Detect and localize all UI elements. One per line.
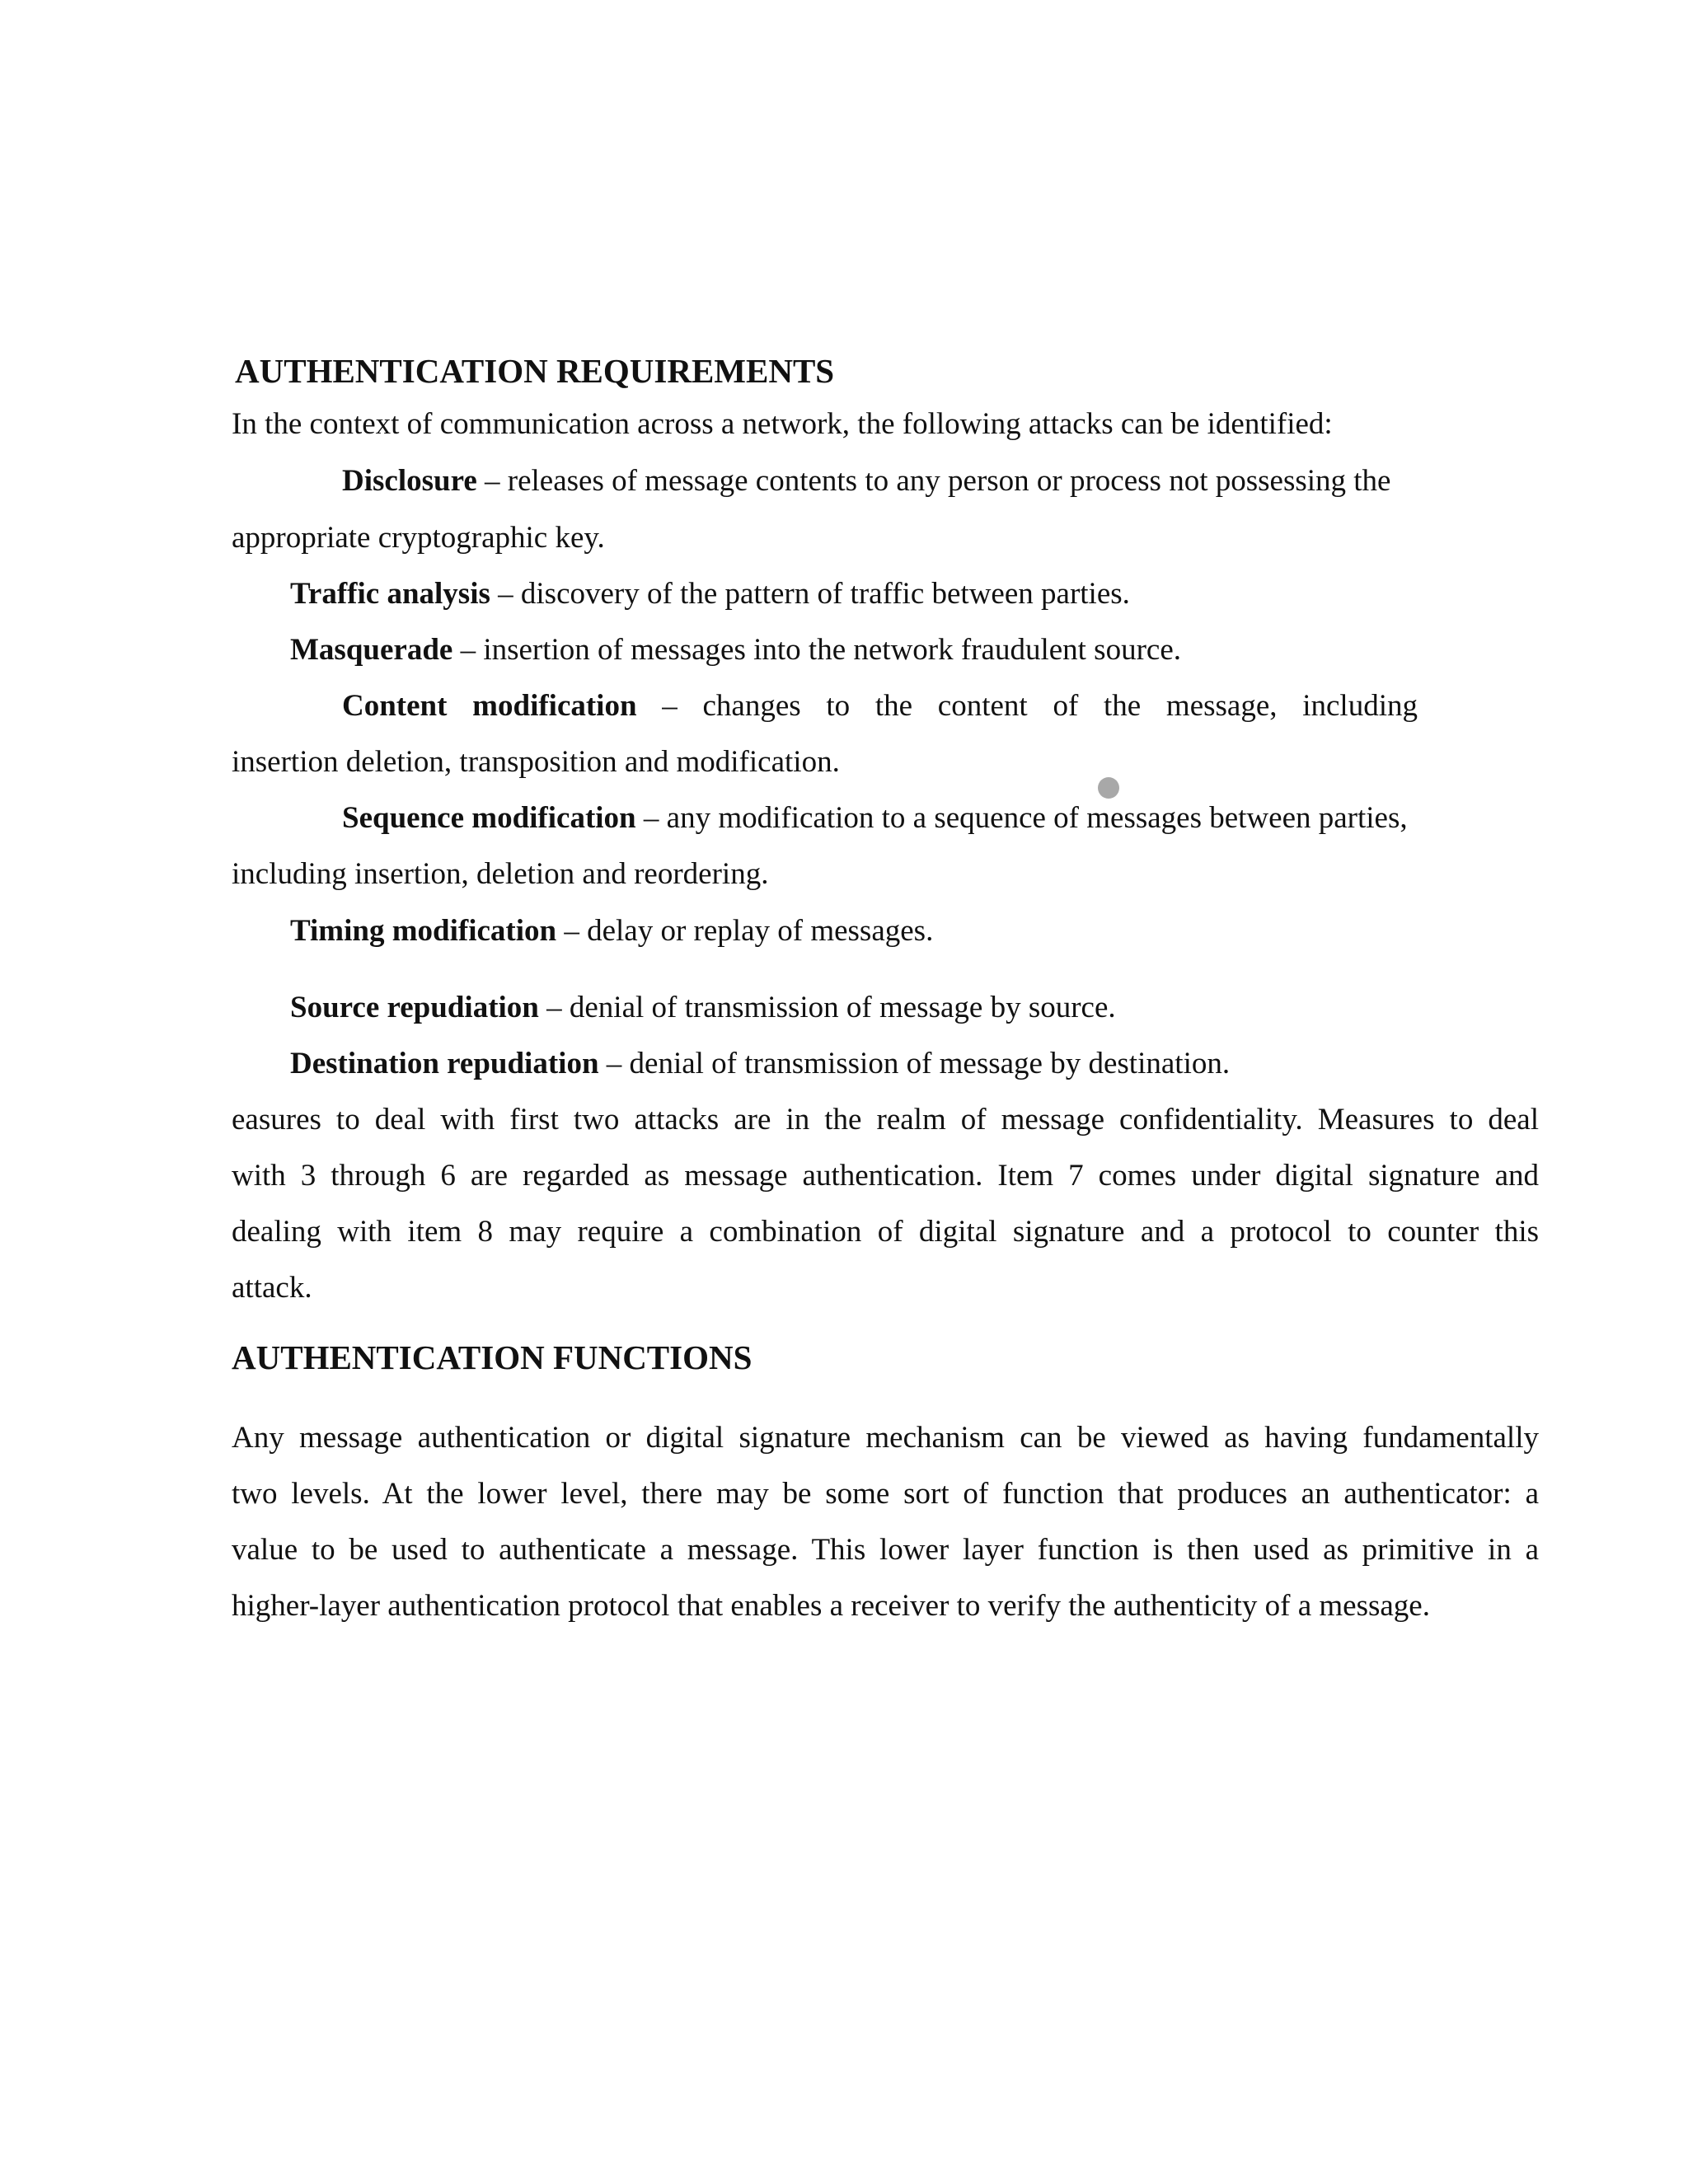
attack-term: Timing modification <box>290 914 557 948</box>
attack-item-disclosure <box>342 462 1390 500</box>
attack-term: Sequence modification <box>342 801 636 835</box>
attack-item-continuation: including insertion, deletion and reordering. <box>232 857 769 891</box>
paragraph-line: easures to deal with first two attacks are in the realm of message confidentiality. Measures to deal <box>232 1103 1539 1137</box>
cursor-dot-marker <box>1098 777 1119 799</box>
section-heading-functions: AUTHENTICATION FUNCTIONS <box>232 1338 753 1376</box>
paragraph-line: value to be used to authenticate a message. This lower layer function is then used as primitive in a <box>232 1533 1539 1567</box>
paragraph-line: with 3 through 6 are regarded as message authentication. Item 7 comes under digital signature and <box>232 1159 1539 1193</box>
intro-text: In the context of communication across a network, the following attacks can be identified: <box>232 407 1333 441</box>
attack-description: – releases of message contents to any person or process not possessing the <box>476 464 1391 498</box>
paragraph-line: dealing with item 8 may require a combination of digital signature and a protocol to counter this <box>232 1215 1539 1249</box>
paragraph-line: Any message authentication or digital signature mechanism can be viewed as having fundamentally <box>232 1421 1539 1455</box>
attack-term: Masquerade <box>290 633 453 667</box>
attack-item-continuation: insertion deletion, transposition and modification. <box>232 745 840 779</box>
paragraph-line: two levels. At the lower level, there may be some sort of function that produces an authenticator: a <box>232 1477 1539 1511</box>
attack-description: – delay or replay of messages. <box>556 914 934 948</box>
attack-item-continuation: appropriate cryptographic key. <box>232 521 605 555</box>
attack-description: – denial of transmission of message by destination. <box>598 1047 1231 1080</box>
attack-description: – insertion of messages into the network fraudulent source. <box>452 633 1181 667</box>
attack-description: – changes to the content of the message, including <box>636 689 1418 723</box>
attack-term: Source repudiation <box>290 991 539 1024</box>
attack-description: – denial of transmission of message by source. <box>538 991 1116 1024</box>
attack-item-content-modification <box>342 687 1418 725</box>
attack-term: Content modification <box>342 689 637 723</box>
attack-item-masquerade <box>290 631 1181 669</box>
paragraph-line: higher-layer authentication protocol that enables a receiver to verify the authenticity of a message. <box>232 1589 1430 1623</box>
attack-description: – any modification to a sequence of messages between parties, <box>635 801 1408 835</box>
paragraph-line: attack. <box>232 1271 312 1305</box>
attack-item-source-repudiation <box>290 989 1116 1027</box>
section-heading-requirements: AUTHENTICATION REQUIREMENTS <box>235 352 835 390</box>
attack-item-traffic-analysis <box>290 575 1130 613</box>
attack-term: Traffic analysis <box>290 577 490 611</box>
attack-term: Disclosure <box>342 464 477 498</box>
attack-description: – discovery of the pattern of traffic between parties. <box>490 577 1130 611</box>
attack-item-destination-repudiation <box>290 1045 1230 1083</box>
attack-item-sequence-modification <box>342 799 1408 837</box>
attack-term: Destination repudiation <box>290 1047 599 1080</box>
attack-item-timing-modification <box>290 912 933 950</box>
